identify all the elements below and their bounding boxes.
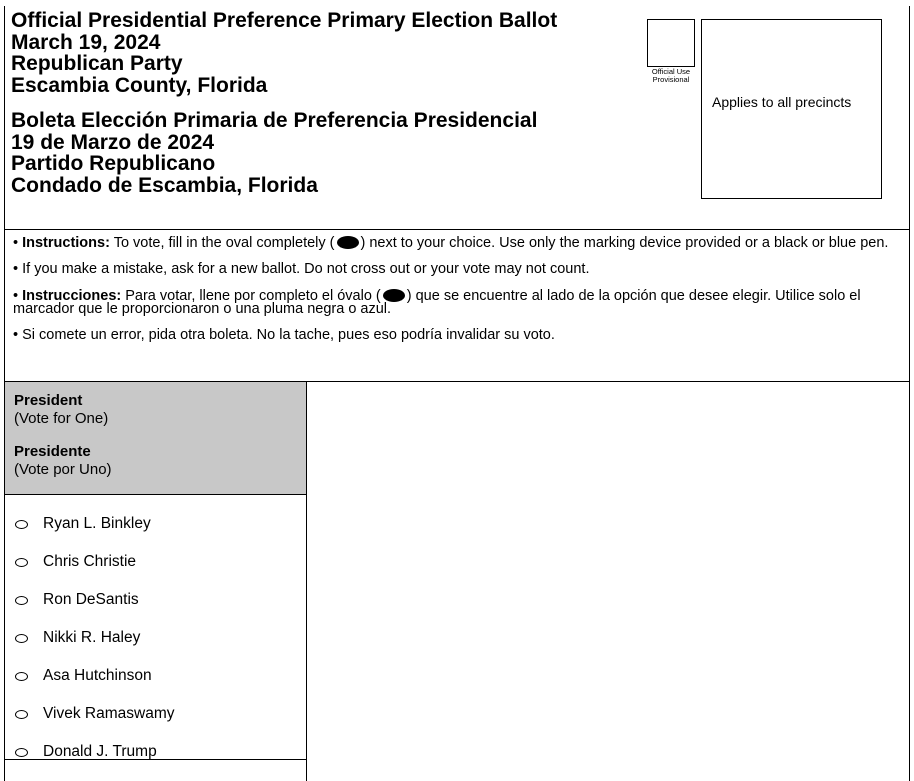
candidate-name: Donald J. Trump xyxy=(43,743,157,760)
provisional-label: Provisional xyxy=(652,75,690,84)
oval-icon[interactable] xyxy=(15,558,28,567)
oval-icon[interactable] xyxy=(15,634,28,643)
mistake-spanish: • Si comete un error, pida otra boleta. No la tache, pues eso podría invalidar su voto. xyxy=(13,327,555,343)
candidate-option[interactable] xyxy=(5,733,306,771)
county-name: Condado de Escambia, Florida xyxy=(11,173,318,197)
official-use-caption xyxy=(637,68,705,84)
candidate-name: Vivek Ramaswamy xyxy=(43,705,175,722)
election-date: March 19, 2024 xyxy=(11,30,161,54)
candidate-option[interactable] xyxy=(5,695,306,733)
precinct-text: Applies to all precincts xyxy=(712,94,852,110)
candidate-option[interactable] xyxy=(5,657,306,695)
contest-president xyxy=(5,382,307,781)
party-name: Partido Republicano xyxy=(11,152,216,175)
instructions-text: ) next to your choice. Use only the marking device provided or a black or blue pen. xyxy=(360,235,889,251)
oval-icon[interactable] xyxy=(15,520,28,529)
title-english xyxy=(11,10,557,96)
precinct-box xyxy=(701,19,882,199)
oval-icon[interactable] xyxy=(15,596,28,605)
vote-instruction-english: (Vote for One) xyxy=(14,410,109,427)
candidate-option[interactable] xyxy=(5,581,306,619)
title-spanish xyxy=(11,110,537,196)
candidate-list xyxy=(5,495,306,771)
oval-icon[interactable] xyxy=(15,710,28,719)
vote-instruction-spanish: (Vote por Uno) xyxy=(14,461,112,478)
contest-header xyxy=(5,382,306,495)
instructions-spanish: • Instrucciones: Para votar, llene por completo el óvalo ( ) que se encuentre al lado de la opción que desee elegir. Utilice solo el marcador que le proporcionaron o una pluma negra o azul. xyxy=(13,288,861,317)
instructions-section xyxy=(5,230,909,382)
candidate-option[interactable] xyxy=(5,543,306,581)
ballot-header xyxy=(5,6,909,230)
instructions-text: Para votar, llene por completo el óvalo ( xyxy=(121,288,381,304)
election-date: 19 de Marzo de 2024 xyxy=(11,130,215,154)
contest-title-spanish: Presidente xyxy=(14,443,91,460)
official-use-box xyxy=(647,19,695,67)
ballot-page xyxy=(4,6,910,781)
oval-icon[interactable] xyxy=(15,672,28,681)
candidate-option[interactable] xyxy=(5,619,306,657)
oval-icon[interactable] xyxy=(15,748,28,757)
instructions-label: Instrucciones: xyxy=(22,288,122,304)
county-name: Escambia County, Florida xyxy=(11,73,268,97)
candidate-name: Nikki R. Haley xyxy=(43,629,141,646)
title-line: Boleta Elección Primaria de Preferencia Presidencial xyxy=(11,109,538,132)
contest-title-english: President xyxy=(14,392,83,409)
instructions-text: ) que se encuentre al lado de la opción que desee elegir. Utilice solo el marcador que le proporcionaron o una pluma negra o azul. xyxy=(13,288,861,317)
candidate-option[interactable] xyxy=(5,505,306,543)
party-name: Republican Party xyxy=(11,52,183,75)
candidate-name: Ryan L. Binkley xyxy=(43,515,151,532)
divider xyxy=(5,759,306,760)
official-use-label: Official Use xyxy=(651,67,691,76)
instructions-english: • Instructions: To vote, fill in the oval completely ( ) next to your choice. Use only the marking device provided or a black or blue pen. xyxy=(13,235,889,251)
candidate-name: Ron DeSantis xyxy=(43,591,139,608)
title-line: Official Presidential Preference Primary Election Ballot xyxy=(11,9,558,32)
instructions-text: To vote, fill in the oval completely ( xyxy=(109,235,335,251)
mistake-english: • If you make a mistake, ask for a new ballot. Do not cross out or your vote may not count. xyxy=(13,261,590,277)
filled-oval-icon xyxy=(337,236,359,249)
candidate-name: Asa Hutchinson xyxy=(43,667,152,684)
instructions-label: Instructions: xyxy=(22,235,110,251)
candidate-name: Chris Christie xyxy=(43,553,137,570)
